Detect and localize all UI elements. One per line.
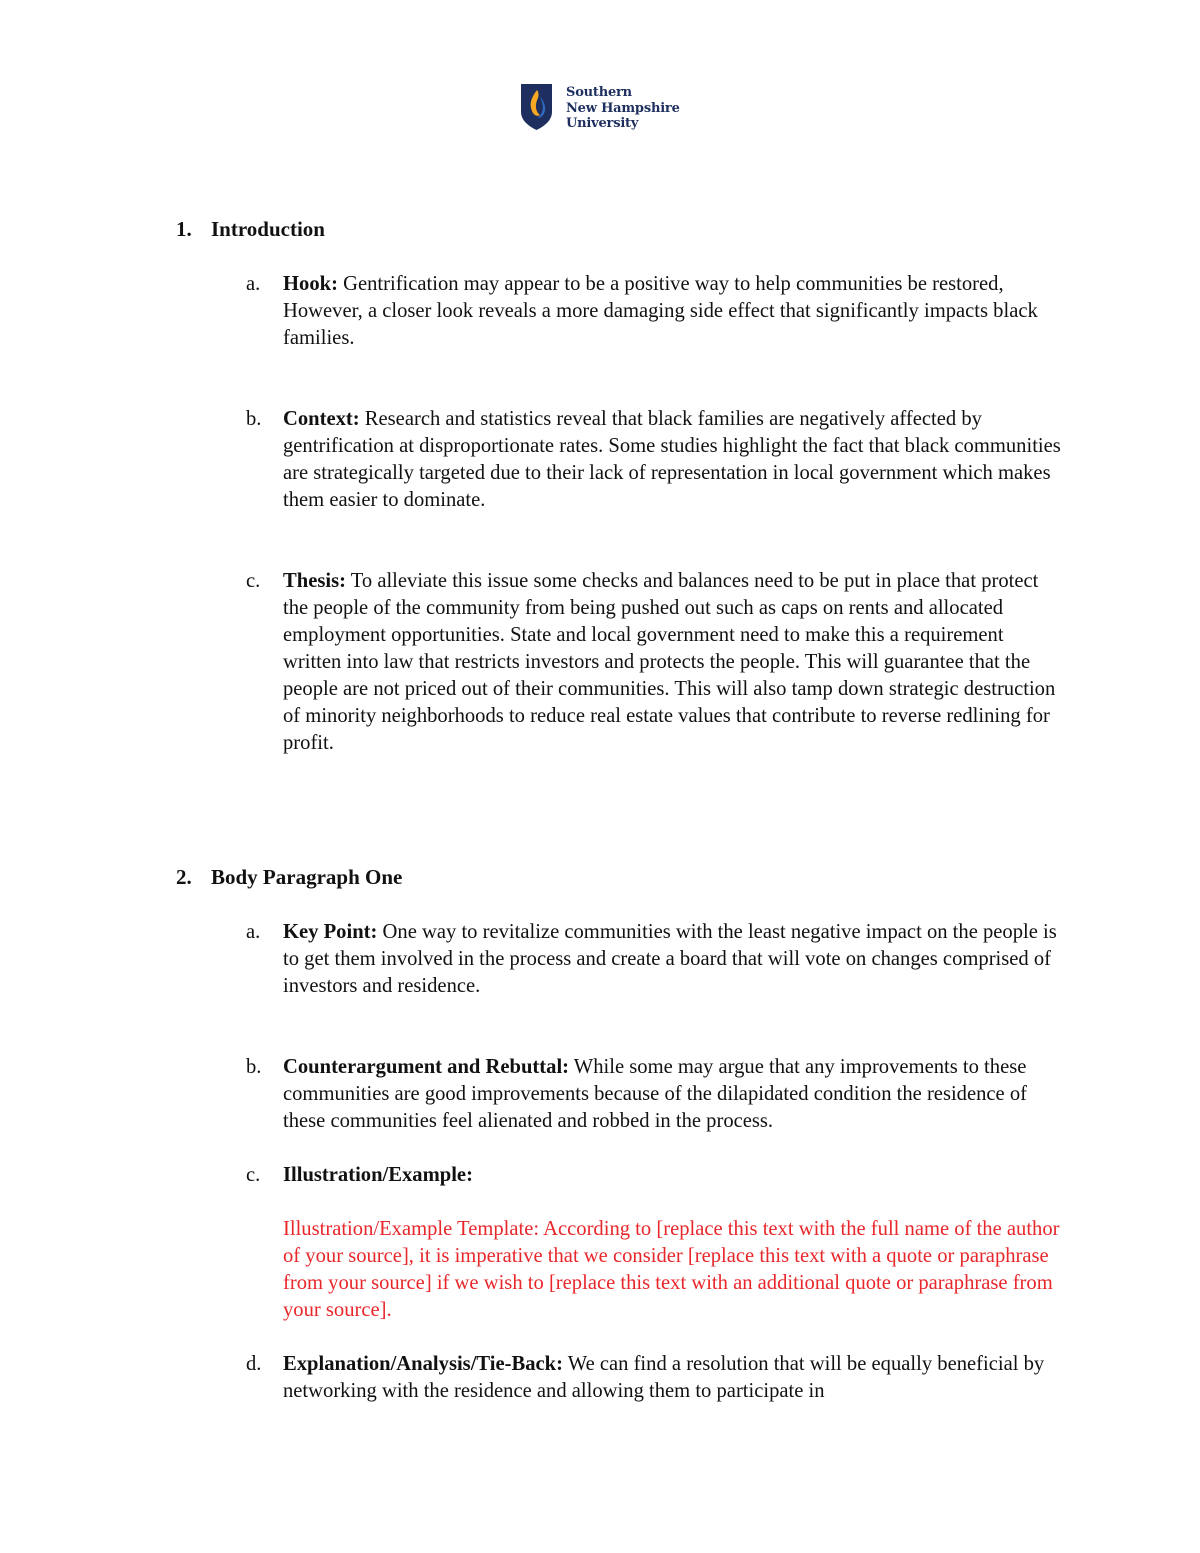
outline-item-key-point [246,919,1066,1000]
outline-item-hook [246,271,1066,352]
item-marker: b. [246,1056,262,1078]
item-text: To alleviate this issue some checks and balances need to be put in place that protect the people of the community from being pushed out such as caps on rents and allocated employment opportunities. State and local government need to make this a requirement written into law that restricts investors and protects the people. This will guarantee that the people are not priced out of their communities. This will also tamp down strategic destruction of minority neighborhoods to reduce real estate values that contribute to reverse redlining for profit. [283,570,1056,754]
university-logo [521,84,680,132]
section-number: 1. [176,217,192,241]
outline-item-context [246,406,1066,514]
section-title: Body Paragraph One [211,865,403,889]
item-label: Thesis: [283,570,346,592]
item-marker: c. [246,1164,261,1186]
item-marker: c. [246,570,261,592]
outline-item-thesis [246,568,1066,757]
section-title: Introduction [211,217,325,241]
item-text: Research and statistics reveal that black families are negatively affected by gentrification at disproportionate rates. Some studies highlight the fact that black communities are strategically targeted due to their lack of representation in local government which makes them easier to dominate. [283,408,1061,511]
logo-line-3: University [566,116,639,131]
item-marker: a. [246,921,261,943]
item-marker: d. [246,1353,262,1375]
item-label: Counterargument and Rebuttal: [283,1056,570,1078]
item-text: While some may argue that any improvements to these communities are good improvements because of the dilapidated condition the residence of these communities feel alienated and robbed in the process. [283,1056,1027,1132]
outline-item-illustration [246,1162,1066,1189]
logo-wordmark [566,85,680,132]
section-heading-introduction [176,216,325,243]
item-text: One way to revitalize communities with the least negative impact on the people is to get them involved in the process and create a board that will vote on changes comprised of investors and residence. [283,921,1057,997]
logo-line-1: Southern [566,85,632,100]
item-text: We can find a resolution that will be equally beneficial by networking with the residence and allowing them to participate in [283,1353,1045,1402]
outline-item-counterargument [246,1054,1066,1135]
item-marker: a. [246,273,261,295]
shield-flame-icon [521,84,552,130]
section-heading-body-paragraph-one [176,864,402,891]
item-label: Illustration/Example: [283,1164,473,1186]
illustration-template-text: Illustration/Example Template: According to [replace this text with the full name of the author of your source], it is imperative that we consider [replace this text with a quote or paraphrase from your source] if we wish to [replace this text with an additional quote or paraphrase from your source]. [283,1218,1060,1321]
section-number: 2. [176,865,192,889]
outline-item-explanation [246,1351,1066,1405]
item-label: Hook: [283,273,338,295]
item-text: Gentrification may appear to be a positive way to help communities be restored, However, a closer look reveals a more damaging side effect that significantly impacts black families. [283,273,1038,349]
item-label: Context: [283,408,360,430]
item-label: Explanation/Analysis/Tie-Back: [283,1353,563,1375]
logo-line-2: New Hampshire [566,100,680,116]
item-label: Key Point: [283,921,378,943]
item-marker: b. [246,408,262,430]
